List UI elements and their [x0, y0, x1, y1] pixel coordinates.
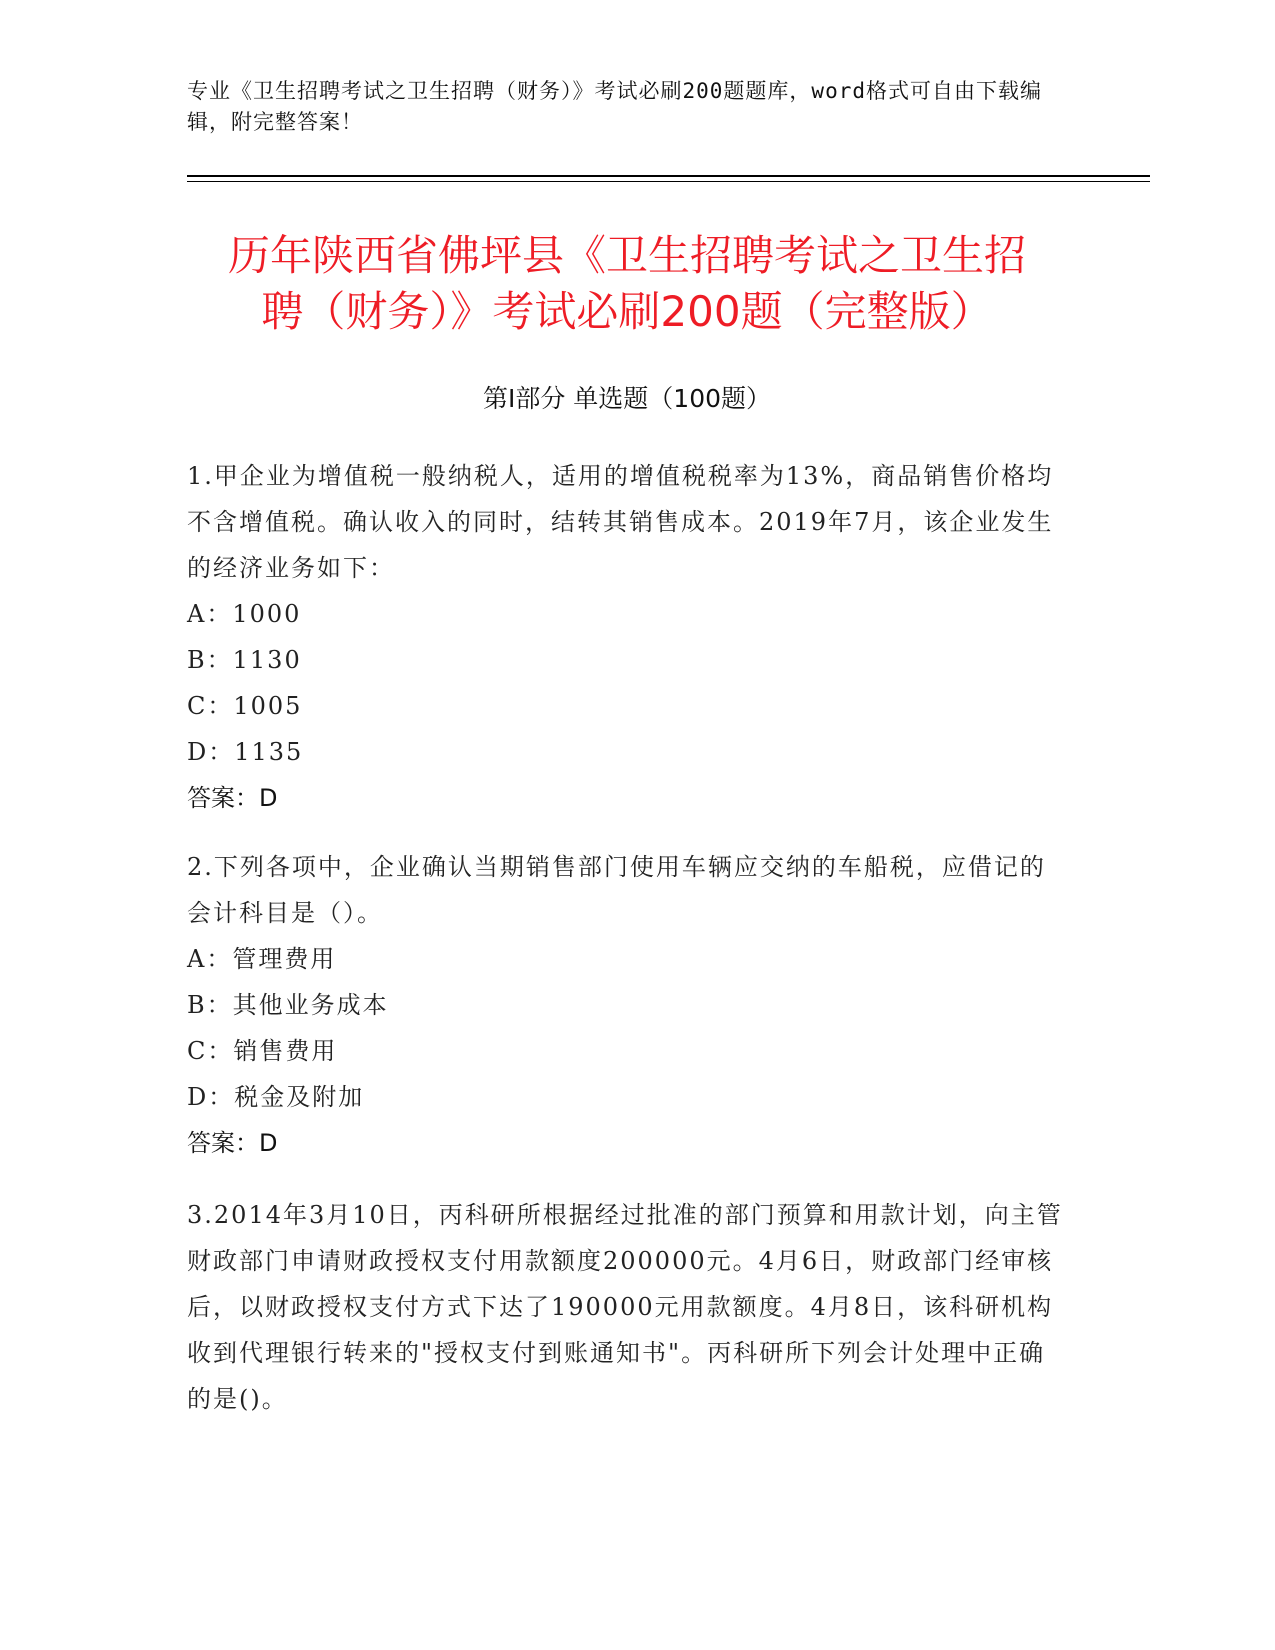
question-2 — [187, 844, 1067, 1166]
document-title — [187, 228, 1067, 340]
option-a: A：1000 — [187, 600, 302, 628]
option-c: C：销售费用 — [187, 1037, 338, 1065]
option-c: C：1005 — [187, 692, 303, 720]
header-rule-thick — [187, 175, 1150, 177]
answer: 答案：D — [187, 784, 278, 812]
header-rule-thin — [187, 181, 1150, 182]
option-d: D：1135 — [187, 738, 304, 766]
question-3 — [187, 1192, 1067, 1422]
question-1 — [187, 453, 1067, 821]
answer: 答案：D — [187, 1129, 278, 1157]
option-a: A：管理费用 — [187, 945, 337, 973]
document-title-line1: 历年陕西省佛坪县《卫生招聘考试之卫生招 — [227, 231, 1026, 280]
option-b: B：其他业务成本 — [187, 991, 389, 1019]
option-b: B：1130 — [187, 646, 302, 674]
question-text: 2.下列各项中，企业确认当期销售部门使用车辆应交纳的车船税，应借记的会计科目是（）。 — [187, 853, 1046, 927]
question-text: 3.2014年3月10日，丙科研所根据经过批准的部门预算和用款计划，向主管财政部门申请财政授权支付用款额度200000元。4月6日，财政部门经审核后，以财政授权支付方式下达了190000元用款额度。4月8日，该科研机构收到代理银行转来的"授权支付到账通知书"。丙科研所下列会计处理中正确的是()。 — [187, 1201, 1063, 1413]
header-note: 专业《卫生招聘考试之卫生招聘（财务）》考试必刷200题题库，word格式可自由下载编辑，附完整答案！ — [187, 79, 1042, 134]
option-d: D：税金及附加 — [187, 1083, 365, 1111]
document-title-line2: 聘（财务）》考试必刷200题（完整版） — [261, 287, 993, 336]
question-text: 1.甲企业为增值税一般纳税人，适用的增值税税率为13%，商品销售价格均不含增值税。确认收入的同时，结转其销售成本。2019年7月，该企业发生的经济业务如下： — [187, 462, 1054, 582]
section-heading: 第Ⅰ部分 单选题（100题） — [482, 384, 772, 413]
